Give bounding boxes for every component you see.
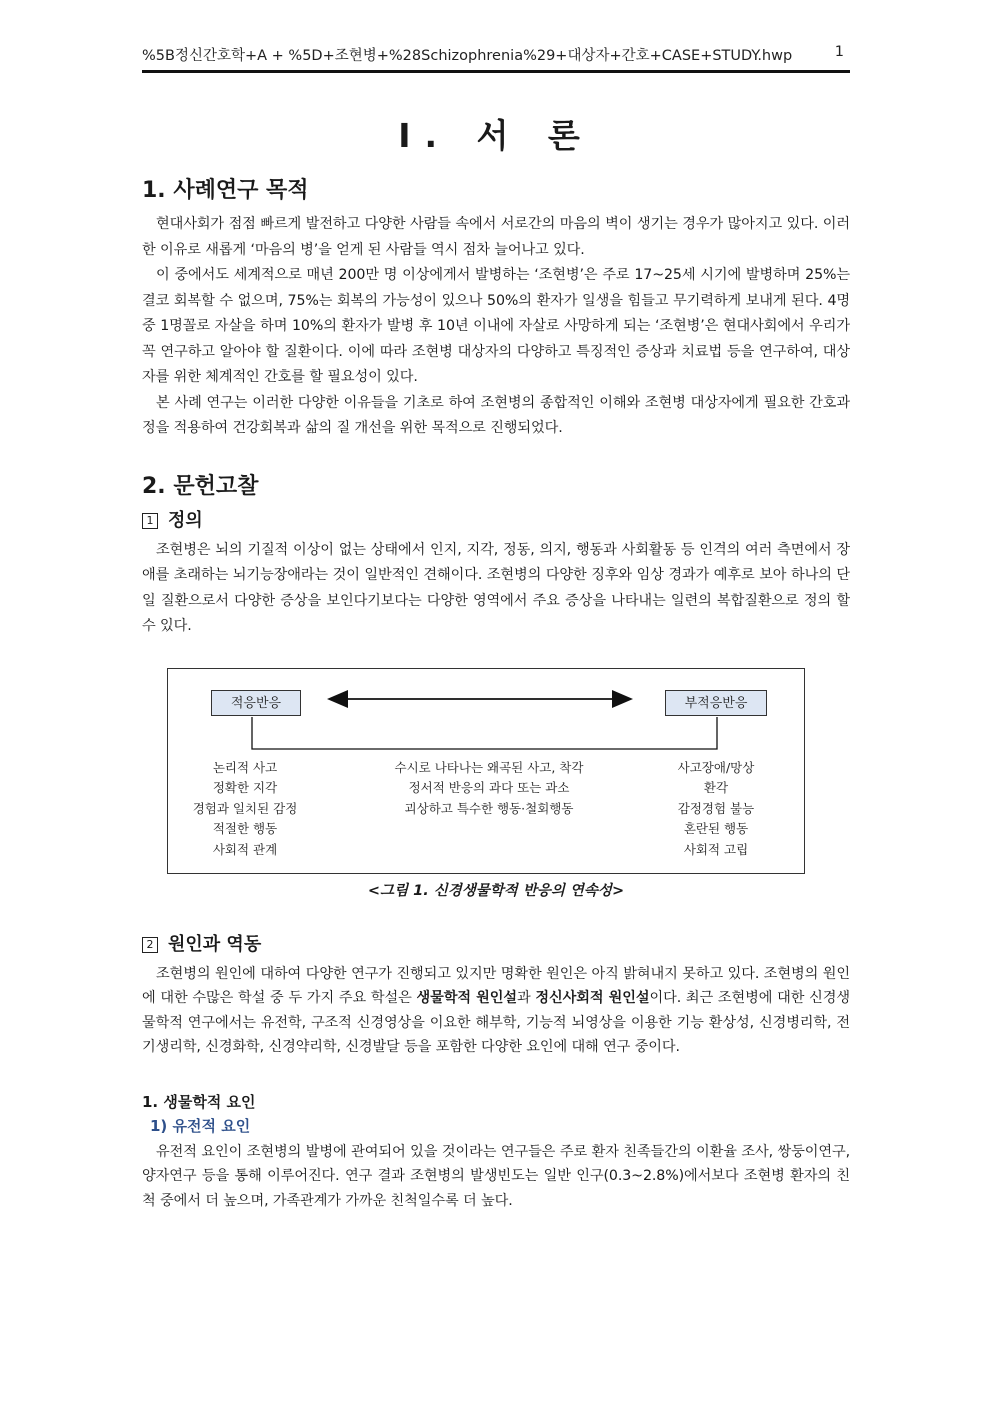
- subsection-heading-causes: [142, 932, 850, 958]
- maladaptive-response-box: 부적응반응: [665, 690, 767, 716]
- subsection-heading-definition: [142, 508, 850, 534]
- chapter-title: I. 서 론: [398, 116, 594, 155]
- header-filename: %5B정신간호학+A + %5D+조현병+%28Schizophrenia%29+대상자+간호+CASE+STUDY.hwp: [142, 48, 793, 64]
- heading-biological-factors: 1. 생물학적 요인: [142, 1092, 256, 1111]
- list-item: 적절한 행동: [212, 821, 278, 836]
- header-rule: [142, 70, 850, 73]
- list-item: 정서적 반응의 과다 또는 과소: [408, 780, 570, 795]
- adaptive-response-box: 적응반응: [211, 690, 301, 716]
- paragraph: 이 중에서도 세계적으로 매년 200만 명 이상에게서 발병하는 ‘조현병’은 주로 17~25세 시기에 발병하며 25%는 결코 회복할 수 없으며, 75%는 회복의 가능성이 있으나 50%의 환자가 일생을 힘들고 무기력하게 보내게 된다. 4명중 1명꼴로 자살을 하며 10%의 환자가 발병 후 10년 이내에 자살로 사망하게 되는 ‘조현병’은 현대사회에서 우리가 꼭 연구하고 알아야 할 질환이다. 이에 따라 조현병 대상자의 다양하고 특징적인 증상과 치료법 등을 연구하여, 대상자를 위한 체계적인 간호를 할 필요성이 있다.: [142, 267, 850, 385]
- paragraph: [142, 962, 850, 1060]
- heading-genetic-factors: 1) 유전적 요인: [150, 1116, 251, 1135]
- figure-caption: <그림 1. 신경생물학적 반응의 연속성>: [367, 882, 625, 899]
- continuum-bracket: [252, 717, 717, 749]
- header-page-number: 1: [834, 44, 844, 60]
- list-item: 수시로 나타나는 왜곡된 사고, 착각: [394, 759, 584, 775]
- list-item: 논리적 사고: [212, 759, 278, 775]
- text-run: 과: [517, 990, 531, 1006]
- boxed-number: 1: [142, 513, 158, 529]
- list-item: 환각: [703, 780, 729, 795]
- subsection-title: 원인과 역동: [168, 933, 262, 955]
- list-item: 혼란된 행동: [683, 821, 749, 836]
- list-item: 사고장애/망상: [677, 759, 755, 775]
- subsection-title: 정의: [168, 509, 203, 531]
- text-run: 조현병의 원인에 대하여 다양한 연구가 진행되고 있지만 명확한 원인은 아직 밝혀내지 못하고 있다. 조현병의 원인에 대한 수많은 학설 중 두 가지 주요 학설은: [142, 965, 850, 1006]
- adaptive-items-list: [171, 758, 319, 861]
- list-item: 경험과 일치된 감정: [192, 800, 298, 816]
- list-item: 정확한 지각: [212, 780, 278, 795]
- bold-term: 정신사회적 원인설: [535, 990, 650, 1006]
- maladaptive-items-list: [646, 758, 786, 861]
- text-run: 이다. 최근 조현병에 대한 신경생물학적 연구에서는 유전학, 구조적 신경영상을 이요한 해부학, 기능적 뇌영상을 이용한 기능 환상성, 신경병리학, 전기생리학, 신경화학, 신경약리학, 신경발달 등을 포함한 다양한 요인에 대해 연구 중이다.: [142, 990, 850, 1055]
- arrow-right-head: [612, 690, 633, 708]
- bold-term: 생물학적 원인설: [416, 990, 517, 1006]
- list-item: 사회적 관계: [212, 841, 278, 857]
- section-heading-literature: 2. 문헌고찰: [142, 473, 259, 499]
- section-heading-purpose: 1. 사례연구 목적: [142, 178, 309, 203]
- document-body: [142, 112, 850, 1213]
- arrow-left-head: [327, 690, 348, 708]
- intermediate-items-list: [364, 758, 614, 820]
- page-header: [142, 44, 850, 66]
- paragraph: 현대사회가 점점 빠르게 발전하고 다양한 사람들 속에서 서로간의 마음의 벽이 생기는 경우가 많아지고 있다. 이러한 이유로 새롭게 ‘마음의 병’을 얻게 된 사람들 역시 점차 늘어나고 있다.: [142, 216, 850, 258]
- paragraph: 유전적 요인이 조현병의 발병에 관여되어 있을 것이라는 연구들은 주로 환자 친족들간의 이환율 조사, 쌍둥이연구, 양자연구 등을 통해 이루어진다. 연구 결과 조현병의 발생빈도는 일반 인구(0.3~2.8%)에서보다 조현병 환자의 친척 중에서 더 높으며, 가족관계가 가까운 친척일수록 더 높다.: [142, 1143, 850, 1209]
- list-item: 사회적 고립: [683, 841, 749, 857]
- paragraph: 본 사례 연구는 이러한 다양한 이유들을 기초로 하여 조현병의 종합적인 이해와 조현병 대상자에게 필요한 간호과정을 적용하여 건강회복과 삶의 질 개선을 위한 목적으로 진행되었다.: [142, 394, 850, 436]
- continuum-figure: [167, 668, 805, 874]
- list-item: 괴상하고 특수한 행동·철회행동: [404, 800, 574, 816]
- paragraph: 조현병은 뇌의 기질적 이상이 없는 상태에서 인지, 지각, 정동, 의지, 행동과 사회활동 등 인격의 여러 측면에서 장애를 초래하는 뇌기능장애라는 것이 일반적인 견해이다. 조현병의 다양한 징후와 임상 경과가 예후로 보아 하나의 단일 질환으로서 다양한 증상을 보인다기보다는 다양한 영역에서 주요 증상을 나타내는 일련의 복합질환으로 정의 할 수 있다.: [142, 541, 850, 634]
- list-item: 감정경험 불능: [677, 800, 755, 816]
- boxed-number: 2: [142, 937, 158, 953]
